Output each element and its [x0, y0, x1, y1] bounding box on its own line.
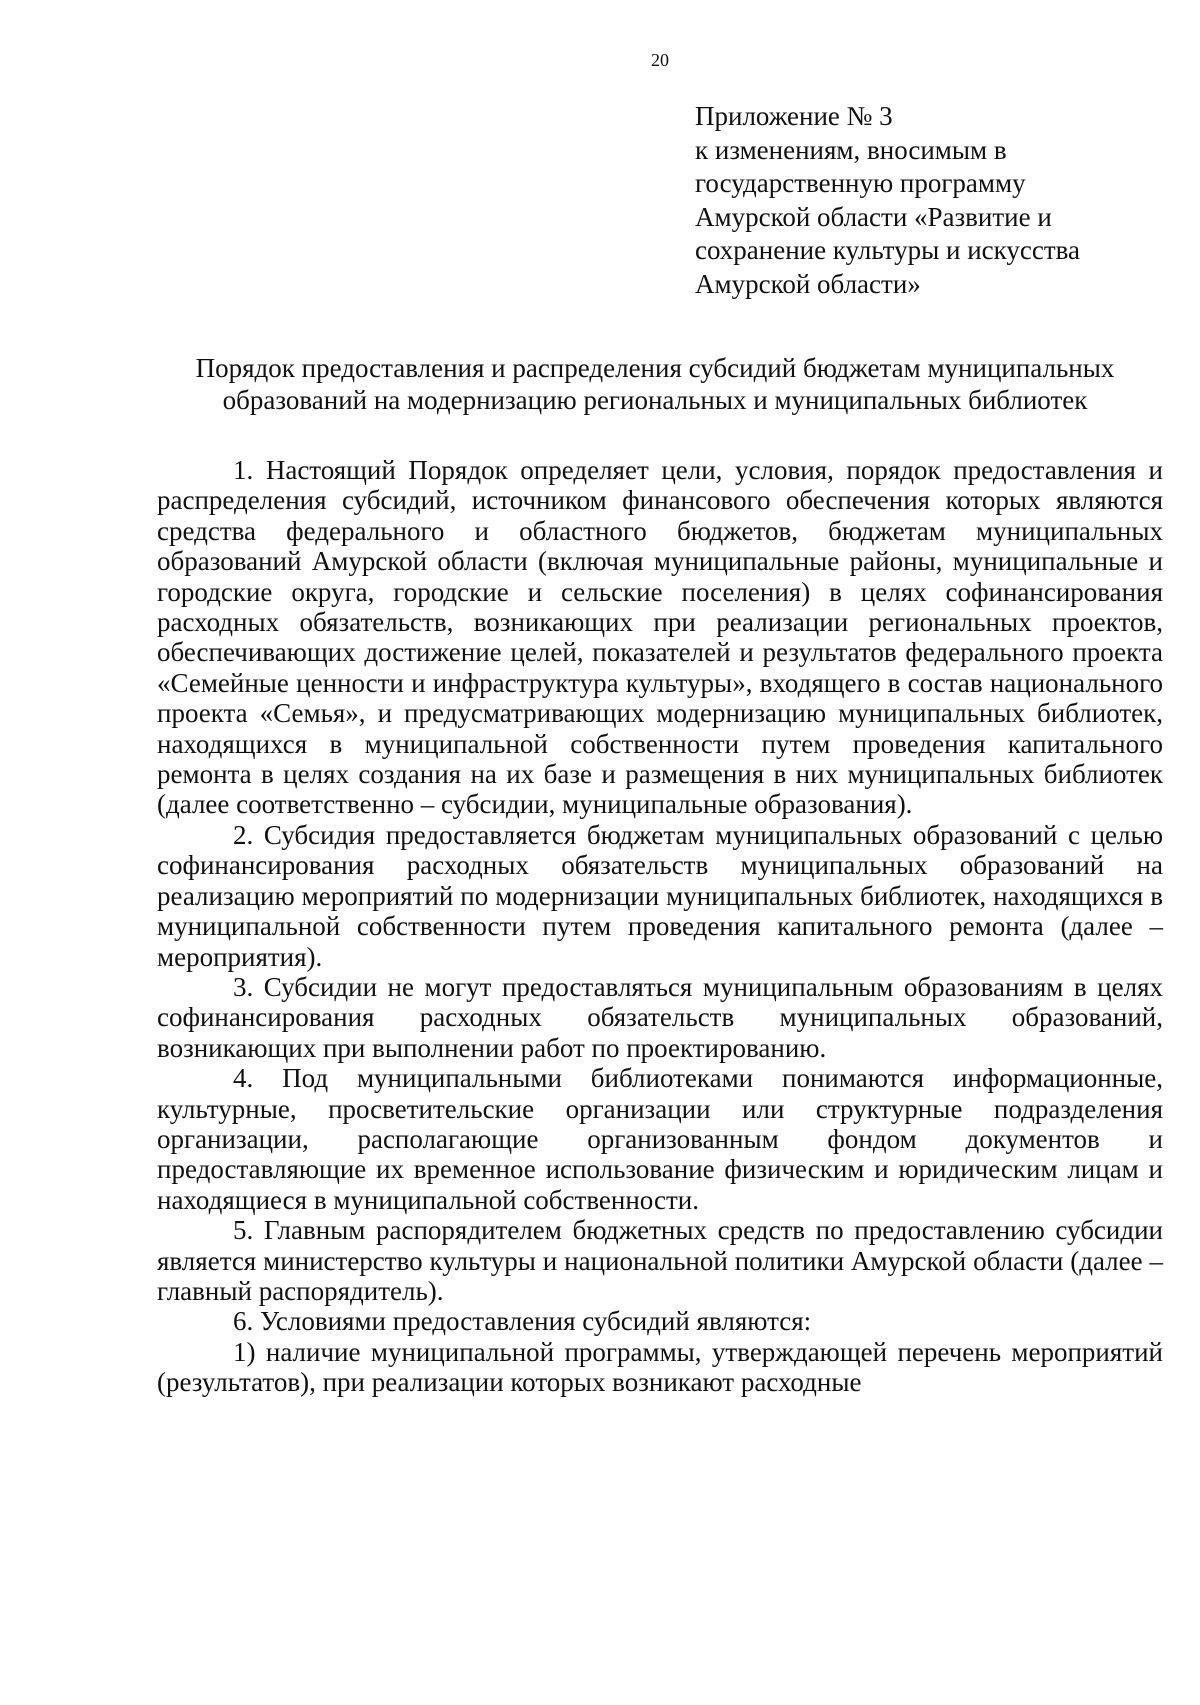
appendix-line: к изменениям, вносимым в — [695, 134, 1007, 165]
document-body — [157, 455, 1163, 1398]
paragraph-4: 4. Под муниципальными библиотеками понимаются информационные, культурные, просветительские организации или структурные подразделения организации, располагающие организованным фондом документов и предоставляющие их временное использование физическим и юридическим лицам и находящиеся в муниципальной собственности. — [157, 1063, 1163, 1215]
page-number: 20 — [651, 50, 669, 70]
paragraph-5: 5. Главным распорядителем бюджетных средств по предоставлению субсидии является министерство культуры и национальной политики Амурской области (далее – главный распорядитель). — [157, 1215, 1163, 1306]
paragraph-2: 2. Субсидия предоставляется бюджетам муниципальных образований с целью софинансирования расходных обязательств муниципальных образований на реализацию мероприятий по модернизации муниципальных библиотек, находящихся в муниципальной собственности путем проведения капитального ремонта (далее – мероприятия). — [157, 819, 1163, 972]
appendix-line: Приложение № 3 — [695, 101, 893, 131]
paragraph-6-item-1: 1) наличие муниципальной программы, утверждающей перечень мероприятий (результатов), при реализации которых возникают расходные — [157, 1336, 1163, 1398]
document-title — [150, 352, 1160, 416]
appendix-line: государственную программу — [695, 168, 1026, 198]
paragraph-3: 3. Субсидии не могут предоставляться муниципальным образованиям в целях софинансирования расходных обязательств муниципальных образований, возникающих при выполнении работ по проектированию. — [157, 971, 1163, 1063]
paragraph-6: 6. Условиями предоставления субсидий являются: — [233, 1306, 812, 1337]
appendix-header — [695, 100, 1135, 301]
document-title-line: образований на модернизацию региональных и муниципальных библиотек — [222, 385, 1088, 415]
paragraph-1: 1. Настоящий Порядок определяет цели, условия, порядок предоставления и распределения субсидий, источником финансового обеспечения которых являются средства федерального и областного бюджетов, бюджетам муниципальных образований Амурской области (включая муниципальные районы, муниципальные и городские округа, городские и сельские поселения) в целях софинансирования расходных обязательств, возникающих при реализации региональных проектов, обеспечивающих достижение целей, показателей и результатов федерального проекта «Семейные ценности и инфраструктура культуры», входящего в состав национального проекта «Семья», и предусматривающих модернизацию муниципальных библиотек, находящихся в муниципальной собственности путем проведения капитального ремонта в целях создания на их базе и размещения в них муниципальных библиотек (далее соответственно – субсидии, муниципальные образования). — [157, 455, 1163, 820]
appendix-line: сохранение культуры и искусства — [695, 235, 1081, 265]
appendix-line: Амурской области» — [695, 268, 921, 299]
appendix-line: Амурской области «Развитие и — [695, 201, 1052, 232]
document-title-line: Порядок предоставления и распределения субсидий бюджетам муниципальных — [195, 353, 1115, 383]
